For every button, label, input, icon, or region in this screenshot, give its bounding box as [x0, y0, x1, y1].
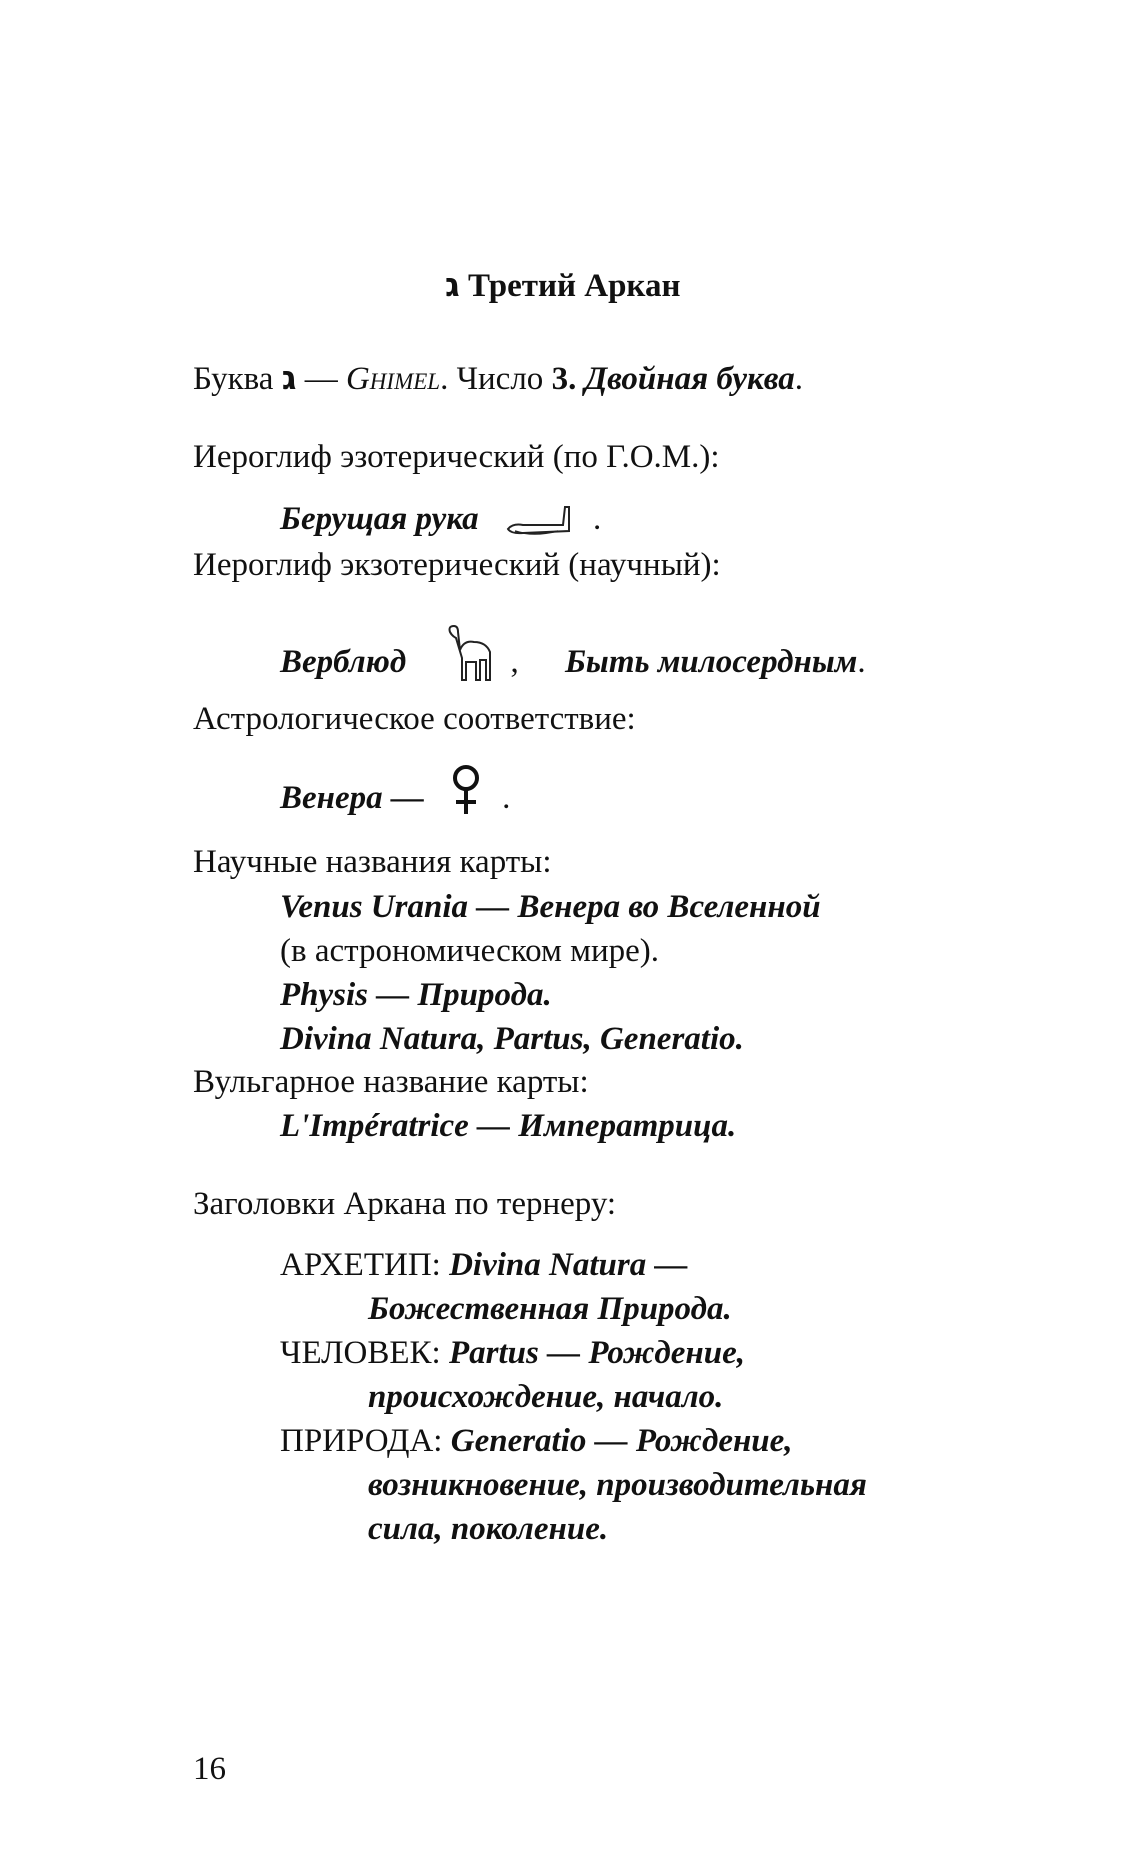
scientific-label: Научные названия карты:	[193, 844, 552, 880]
astro-end: .	[502, 780, 511, 816]
terner-man	[280, 1334, 745, 1374]
arcana-title-text: Третий Аркан	[468, 268, 681, 304]
letter-type: Двойная буква	[584, 361, 795, 397]
hand-glyph-icon	[503, 501, 593, 541]
number-label: Число	[456, 361, 544, 397]
terner-label: Заголовки Аркана по тернеру:	[193, 1186, 617, 1222]
esoteric-end: .	[592, 501, 602, 537]
letter-line	[193, 358, 803, 400]
letter-dash: —	[304, 361, 338, 397]
astro-label: Астрологическое соответствие:	[193, 701, 636, 737]
vulgar-value: L'Impératrice — Императрица.	[280, 1108, 737, 1144]
exoteric-value-camel: Верблюд	[280, 644, 407, 680]
exoteric-comma: ,	[510, 644, 519, 680]
letter-end: .	[794, 361, 804, 397]
exoteric-end: .	[857, 644, 866, 680]
archetype-value-cont: Божественная Природа.	[368, 1291, 732, 1327]
exoteric-value-merciful: Быть милосердным	[564, 644, 858, 680]
scientific-name-2: Physis — Природа.	[280, 977, 552, 1013]
page-number: 16	[193, 1751, 226, 1787]
arcana-title	[445, 265, 680, 307]
venus-symbol-icon	[446, 762, 486, 818]
esoteric-label: Иероглиф эзотерический (по Г.О.М.):	[193, 439, 720, 475]
astro-value-line	[280, 762, 510, 819]
nature-value-cont-1: возникновение, производительная	[368, 1467, 867, 1503]
exoteric-value-line	[280, 622, 866, 686]
esoteric-value: Берущая рука	[280, 501, 479, 537]
esoteric-value-line	[280, 500, 601, 541]
astro-value: Венера —	[280, 780, 424, 816]
letter-sep: .	[440, 361, 449, 397]
terner-archetype	[280, 1246, 687, 1286]
terner-nature	[280, 1422, 793, 1462]
nature-label: ПРИРОДА:	[280, 1423, 443, 1459]
camel-glyph-icon	[444, 622, 504, 686]
vulgar-label: Вульгарное название карты:	[193, 1064, 589, 1100]
man-value-cont: происхождение, начало.	[368, 1379, 724, 1415]
hebrew-letter-ghimel-inline: ג	[281, 358, 297, 397]
scientific-name-3: Divina Natura, Partus, Generatio.	[280, 1021, 744, 1057]
nature-value-cont-2: сила, поколение.	[368, 1511, 609, 1547]
archetype-label: АРХЕТИП:	[280, 1247, 441, 1283]
scientific-name-1-note: (в астрономическом мире).	[280, 933, 660, 969]
hebrew-letter-ghimel: ג	[445, 265, 460, 304]
man-value: Partus — Рождение,	[448, 1335, 746, 1371]
letter-name: Ghimel	[345, 361, 441, 397]
nature-value: Generatio — Рождение,	[450, 1423, 793, 1459]
letter-prefix: Буква	[193, 361, 274, 397]
man-label: ЧЕЛОВЕК:	[280, 1335, 441, 1371]
exoteric-label: Иероглиф экзотерический (научный):	[193, 547, 721, 583]
number-value: 3.	[551, 361, 577, 397]
archetype-value: Divina Natura —	[449, 1247, 688, 1283]
scientific-name-1: Venus Urania — Венера во Вселенной	[280, 889, 821, 925]
